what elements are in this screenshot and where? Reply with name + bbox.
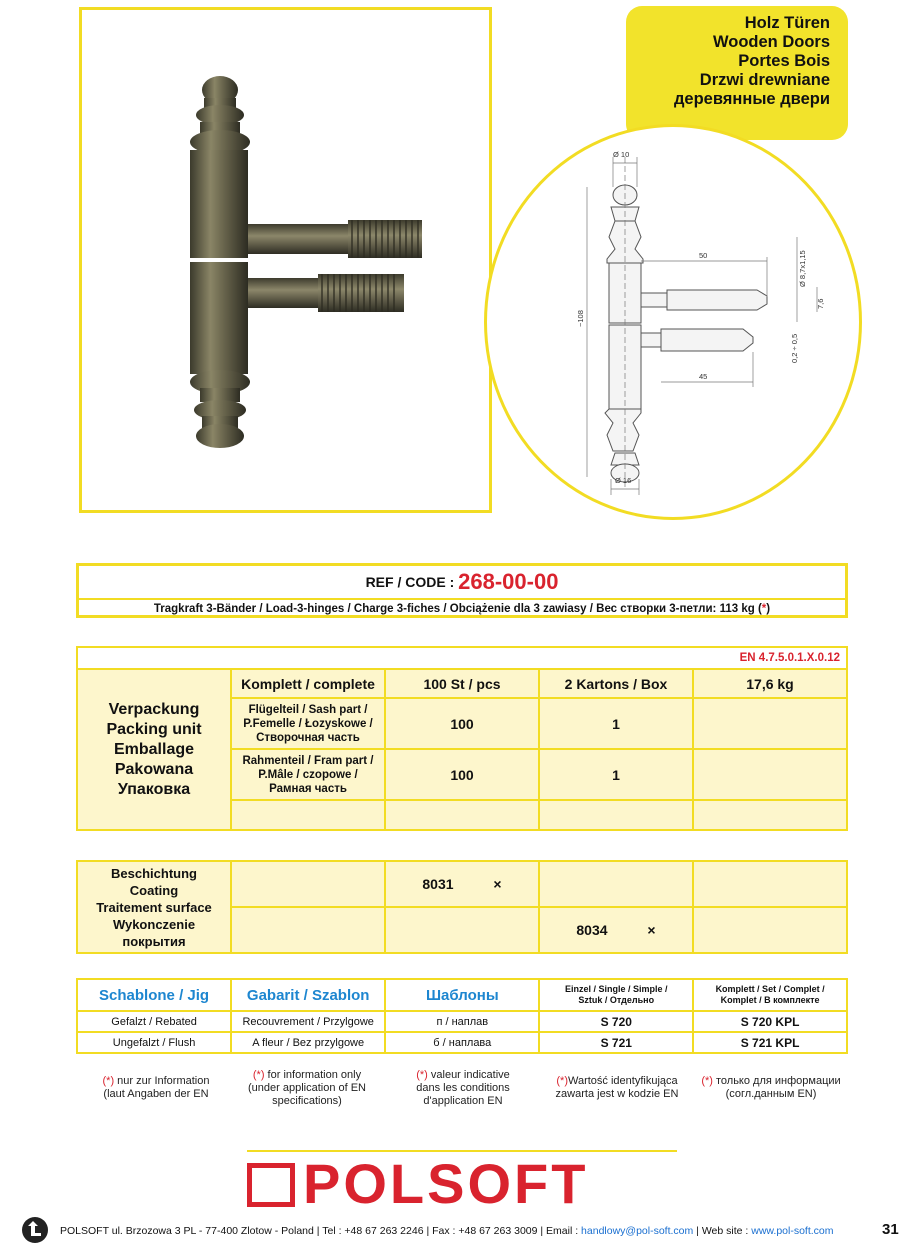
dim-top-diam: Ø 10 bbox=[613, 150, 630, 159]
product-photo-frame bbox=[79, 7, 492, 513]
page-number: 31 bbox=[882, 1221, 899, 1238]
part-sash-line1: Flügelteil / Sash part / bbox=[248, 703, 368, 716]
note-text2: zawarta jest w kodzie EN bbox=[555, 1088, 679, 1100]
coating-label-fr: Traitement surface bbox=[96, 899, 212, 915]
empty-cell bbox=[231, 800, 385, 830]
jig-header-ru: Шаблоны bbox=[385, 979, 539, 1011]
coating-mark: × bbox=[647, 922, 656, 938]
empty-cell bbox=[693, 907, 847, 953]
title-pl: Drzwi drewniane bbox=[699, 71, 830, 89]
jig-row-ru: б / наплава bbox=[385, 1032, 539, 1053]
part-frame-line2: P.Mâle / czopowe / bbox=[258, 768, 358, 781]
dim-offset: 7,6 bbox=[816, 298, 825, 309]
sash-weight bbox=[693, 698, 847, 749]
footer-address: POLSOFT ul. Brzozowa 3 PL - 77-400 Zlotow - Poland | Tel : +48 67 263 2246 | Fax : +48 67 263 3009 | Email : bbox=[60, 1225, 582, 1237]
polsoft-logo bbox=[247, 1150, 677, 1215]
jig-row-de: Gefalzt / Rebated bbox=[77, 1011, 231, 1032]
dim-height: ~108 bbox=[576, 310, 585, 327]
title-en: Wooden Doors bbox=[712, 33, 830, 51]
footer-web-label: | Web site : bbox=[693, 1225, 752, 1237]
packing-label-fr: Emballage bbox=[113, 740, 195, 758]
coating-mark: × bbox=[493, 876, 502, 892]
coating-label-ru: покрытия bbox=[122, 933, 186, 949]
packing-label-ru: Упаковка bbox=[117, 780, 191, 798]
sash-box: 1 bbox=[539, 698, 693, 749]
load-line bbox=[79, 598, 845, 620]
load-close: ) bbox=[766, 603, 771, 615]
jig-header-fr: Gabarit / Szablon bbox=[231, 979, 385, 1011]
note-text: valeur indicative bbox=[427, 1069, 510, 1081]
jig-row-de: Ungefalzt / Flush bbox=[77, 1032, 231, 1053]
ref-code: 268-00-00 bbox=[458, 569, 559, 594]
frame-weight bbox=[693, 749, 847, 800]
empty-cell bbox=[385, 907, 539, 953]
header-pcs: 100 St / pcs bbox=[385, 669, 539, 698]
title-de: Holz Türen bbox=[744, 14, 830, 32]
note-mark: (*) bbox=[252, 1069, 265, 1081]
coating-label-en: Coating bbox=[129, 882, 179, 898]
note-text3: d'application EN bbox=[423, 1095, 503, 1107]
part-frame-line3: Рамная часть bbox=[269, 782, 347, 795]
note-mark: (*) bbox=[701, 1075, 713, 1087]
arrow-up-icon bbox=[22, 1217, 48, 1243]
coating-code: 8031 bbox=[422, 876, 454, 892]
load-text: Tragkraft 3-Bänder / Load-3-hinges / Charge 3-fiches / Obciążenie dla 3 zawiasy / Вес створки 3-петли: 113 kg ( bbox=[153, 603, 762, 615]
empty-cell bbox=[385, 800, 539, 830]
dim-pin-length: 50 bbox=[699, 251, 708, 260]
dim-bottom-diam: Ø 16 bbox=[615, 476, 632, 485]
ref-label: REF / CODE : bbox=[365, 574, 455, 590]
header-weight: 17,6 kg bbox=[693, 669, 847, 698]
note-text2: dans les conditions bbox=[416, 1082, 510, 1094]
coating-table bbox=[76, 860, 848, 954]
note-text3: specifications) bbox=[272, 1095, 342, 1107]
jig-row-ru: п / наплав bbox=[385, 1011, 539, 1032]
logo-text: POLSOFT bbox=[303, 1152, 589, 1215]
packing-label-pl: Pakowana bbox=[114, 760, 194, 778]
note-fr bbox=[390, 1069, 536, 1108]
jig-header-single bbox=[539, 979, 693, 1011]
ref-line bbox=[79, 569, 845, 595]
jig-single-line2: Sztuk / Отдельно bbox=[578, 995, 655, 1005]
packing-label bbox=[77, 669, 231, 830]
jig-row-fr: A fleur / Bez przylgowe bbox=[231, 1032, 385, 1053]
empty-cell bbox=[539, 800, 693, 830]
logo-square-icon bbox=[247, 1163, 295, 1207]
jig-row-set: S 720 KPL bbox=[693, 1011, 847, 1032]
part-sash-line2: P.Femelle / Łozyskowe / bbox=[243, 717, 373, 730]
frame-box: 1 bbox=[539, 749, 693, 800]
packing-table bbox=[76, 646, 848, 831]
coating-code: 8034 bbox=[576, 922, 608, 938]
note-text: Wartość identyfikująca bbox=[567, 1075, 678, 1087]
empty-cell bbox=[539, 861, 693, 907]
sash-qty: 100 bbox=[385, 698, 539, 749]
footer-email-link[interactable]: handlowy@pol-soft.com bbox=[581, 1225, 694, 1237]
hinge-drawing-svg bbox=[487, 127, 859, 517]
jig-row-set: S 721 KPL bbox=[693, 1032, 847, 1053]
jig-header-de: Schablone / Jig bbox=[77, 979, 231, 1011]
empty-cell bbox=[231, 907, 385, 953]
jig-row-single: S 720 bbox=[539, 1011, 693, 1032]
header-complete: Komplett / complete bbox=[231, 669, 385, 698]
dim-gap: 0,2 ÷ 0,5 bbox=[790, 333, 799, 363]
door-type-badge bbox=[626, 6, 848, 140]
part-sash bbox=[231, 698, 385, 749]
note-text: только для информации bbox=[712, 1075, 841, 1087]
note-text2: (laut Angaben der EN bbox=[103, 1088, 209, 1100]
load-mark: * bbox=[761, 603, 767, 615]
coating-label bbox=[77, 861, 231, 953]
part-frame-line1: Rahmenteil / Fram part / bbox=[242, 754, 374, 767]
ref-code-box bbox=[76, 563, 848, 618]
jig-set-line1: Komplett / Set / Complet / bbox=[715, 984, 825, 994]
frame-qty: 100 bbox=[385, 749, 539, 800]
technical-drawing bbox=[484, 124, 862, 520]
coating-label-pl: Wykonczenie bbox=[112, 916, 196, 932]
coating-label-de: Beschichtung bbox=[111, 865, 197, 881]
note-en bbox=[234, 1069, 380, 1108]
dim-thread: Ø 8,7x1,15 bbox=[798, 250, 807, 287]
jig-header-set bbox=[693, 979, 847, 1011]
footer-contact bbox=[60, 1225, 834, 1237]
note-text2: (согл.данным EN) bbox=[725, 1088, 817, 1100]
jig-single-line1: Einzel / Single / Simple / bbox=[564, 984, 668, 994]
jig-set-line2: Komplet / В комплекте bbox=[720, 995, 820, 1005]
packing-label-en: Packing unit bbox=[106, 720, 202, 738]
note-text: for information only bbox=[264, 1069, 362, 1081]
note-ru bbox=[696, 1075, 846, 1101]
title-ru: деревянные двери bbox=[673, 90, 830, 108]
jig-table bbox=[76, 978, 848, 1054]
part-sash-line3: Створочная часть bbox=[256, 731, 360, 744]
empty-cell bbox=[693, 861, 847, 907]
dim-pin2-length: 45 bbox=[699, 372, 708, 381]
empty-cell bbox=[693, 800, 847, 830]
note-mark: (*) bbox=[556, 1075, 568, 1087]
coating-8034 bbox=[539, 907, 693, 953]
norm-code: EN 4.7.5.0.1.X.0.12 bbox=[77, 647, 847, 669]
note-de bbox=[86, 1075, 226, 1101]
note-pl bbox=[544, 1075, 690, 1101]
note-mark: (*) bbox=[416, 1069, 428, 1081]
note-text: nur zur Information bbox=[114, 1075, 210, 1087]
title-fr: Portes Bois bbox=[738, 52, 830, 70]
jig-row-fr: Recouvrement / Przylgowe bbox=[231, 1011, 385, 1032]
header-box: 2 Kartons / Box bbox=[539, 669, 693, 698]
jig-row-single: S 721 bbox=[539, 1032, 693, 1053]
part-frame bbox=[231, 749, 385, 800]
coating-8031 bbox=[385, 861, 539, 907]
hinge-photo bbox=[82, 10, 489, 510]
note-mark: (*) bbox=[102, 1075, 115, 1087]
packing-label-de: Verpackung bbox=[108, 700, 200, 718]
footer-web-link[interactable]: www.pol-soft.com bbox=[751, 1225, 834, 1237]
empty-cell bbox=[231, 861, 385, 907]
note-text2: (under application of EN bbox=[247, 1082, 366, 1094]
